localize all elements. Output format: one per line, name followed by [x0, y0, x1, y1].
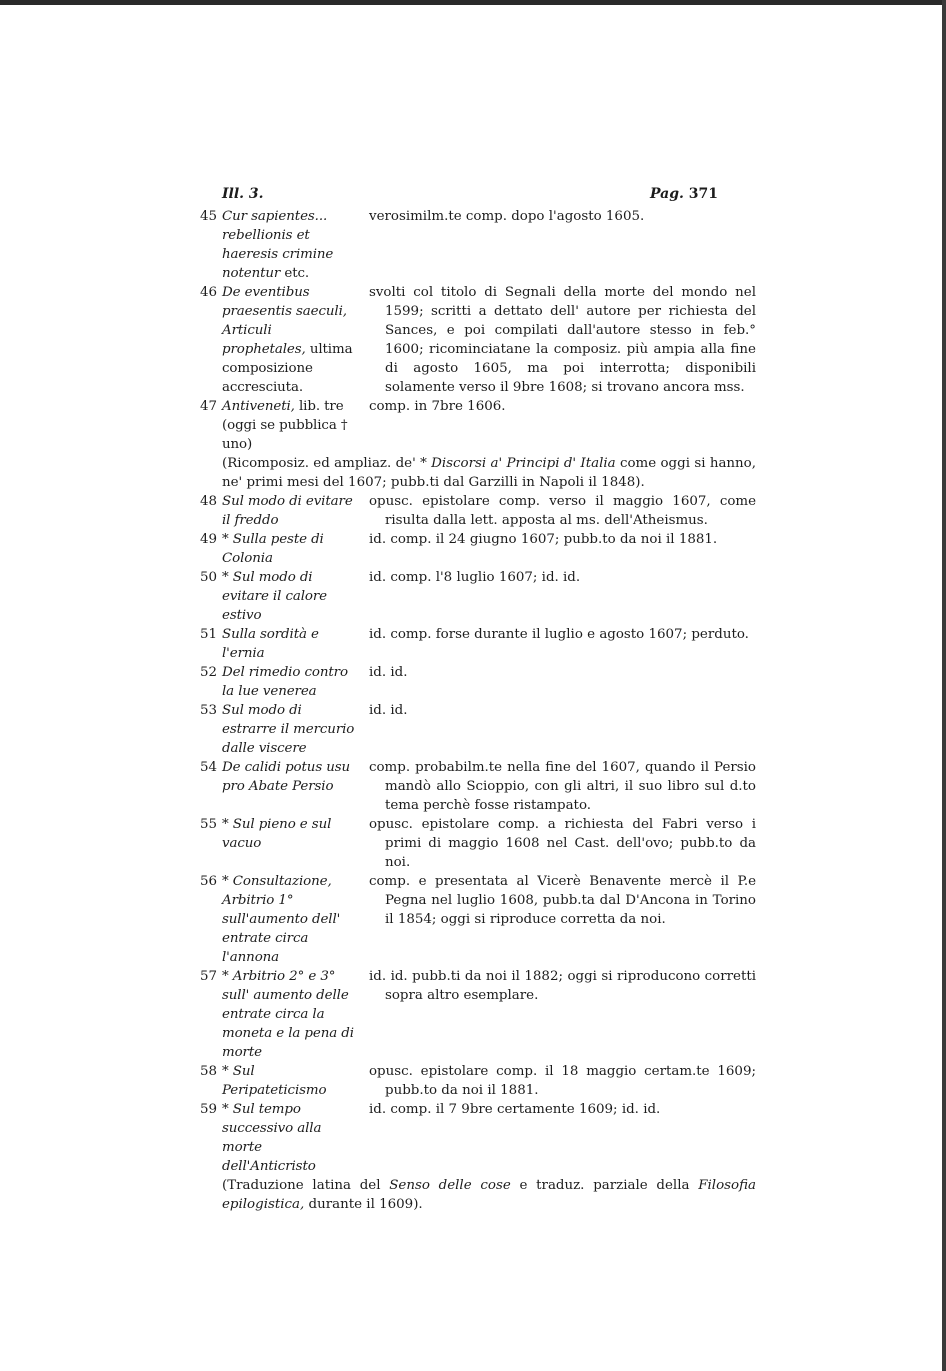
note-prefix: (Ricomposiz. ed ampliaz. de': [222, 456, 421, 471]
entry-title-tail: ultima composizione accresciuta.: [222, 342, 353, 395]
list-item: [200, 568, 756, 625]
entry-list: [200, 207, 756, 1214]
entry-title: [222, 1100, 357, 1176]
entry-title-text: * Arbitrio 2° e 3° sull' aumento delle entrate circa la moneta e la pena di morte: [222, 969, 354, 1060]
entry-title: [222, 701, 357, 758]
page-label: Pag.: [650, 186, 684, 202]
entry-description: comp. in 7bre 1606.: [369, 399, 506, 414]
note-suffix: durante il 1609).: [304, 1197, 423, 1212]
entry-number: 51: [200, 627, 218, 642]
entry-title-text: * Sul tempo successivo alla morte dell'Anticristo: [222, 1102, 322, 1174]
entry-title: [222, 397, 357, 454]
page-number: 371: [688, 186, 718, 202]
note-italic: * Discorsi a' Principi d' Italia: [420, 456, 616, 471]
entry-title-tail: lib. tre (oggi se pubblica † uno): [222, 399, 348, 452]
entry-number: 53: [200, 703, 218, 718]
list-item: [200, 625, 756, 663]
entry-title: [222, 625, 357, 663]
page-content: [200, 186, 756, 1214]
entry-description: id. comp. il 24 giugno 1607; pubb.to da noi il 1881.: [369, 532, 718, 547]
entry-title: [222, 568, 357, 625]
right-edge-rule: [942, 0, 946, 1371]
entry-title-tail: etc.: [280, 266, 310, 281]
entry-description: id. id.: [369, 665, 408, 680]
list-item: [200, 207, 756, 283]
entry-number: 50: [200, 570, 218, 585]
entry-description: id. id. pubb.ti da noi il 1882; oggi si riproducono corretti sopra altro esemplare.: [369, 969, 756, 1003]
entry-description: id. comp. l'8 luglio 1607; id. id.: [369, 570, 581, 585]
entry-description: opusc. epistolare comp. verso il maggio 1607, come risulta dalla lett. apposta al ms. dell'Atheismus.: [369, 494, 756, 528]
note-middle: e traduz. parziale della: [510, 1178, 699, 1193]
note-italic: Senso delle cose: [389, 1178, 511, 1193]
entry-description: verosimilm.te comp. dopo l'agosto 1605.: [369, 209, 645, 224]
entry-number: 56: [200, 874, 218, 889]
entry-title: [222, 1062, 357, 1100]
entry-description: id. comp. il 7 9bre certamente 1609; id. id.: [369, 1102, 661, 1117]
list-item: [200, 492, 756, 530]
entry-description: comp. probabilm.te nella fine del 1607, quando il Persio mandò allo Scioppio, con gli altri, il suo libro sul d.to tema perchè fosse ristampato.: [369, 760, 756, 813]
entry-title-text: Sul modo di evitare il freddo: [222, 494, 353, 528]
entry-number: 58: [200, 1064, 218, 1079]
entry-title: [222, 283, 357, 397]
entry-description: id. id.: [369, 703, 408, 718]
entry-title: [222, 207, 357, 283]
entry-description: id. comp. forse durante il luglio e agosto 1607; perduto.: [369, 627, 749, 642]
entry-title: [222, 663, 357, 701]
entry-title-text: * Sul pieno e sul vacuo: [222, 817, 332, 851]
entry-number: 48: [200, 494, 218, 509]
note-suffix: come oggi si hanno, ne' primi mesi del 1607; pubb.ti dal Garzilli in Napoli il 1848).: [222, 456, 757, 490]
entry-title-text: De calidi potus usu pro Abate Persio: [222, 760, 351, 794]
editorial-note: [200, 1176, 756, 1214]
entry-title-text: Sul modo di estrarre il mercurio dalle viscere: [222, 703, 355, 756]
entry-title: [222, 758, 357, 796]
entry-title: [222, 530, 357, 568]
list-item: [200, 758, 756, 815]
entry-title: [222, 967, 357, 1062]
editorial-note: [200, 454, 756, 492]
entry-description: svolti col titolo di Segnali della morte del mondo nel 1599; scritti a dettato dell' autore per richiesta del Sances, e poi compilati dall'autore stesso in feb.° 1600; ricominciatane la composiz. più ampia alla fine di agosto 1605, ma poi interrotta; disponibili solamente verso il 9bre 1608; si trovano ancora mss.: [369, 285, 756, 395]
entry-number: 49: [200, 532, 218, 547]
entry-title-text: Cur sapientes... rebellionis et haeresis crimine notentur: [222, 209, 334, 281]
entry-title: [222, 492, 357, 530]
entry-title-text: Sulla sordità e l'ernia: [222, 627, 319, 661]
top-edge-rule: [0, 0, 946, 5]
entry-title-text: * Sul Peripateticismo: [222, 1064, 327, 1098]
entry-title-text: Antiveneti,: [222, 399, 295, 414]
entry-number: 59: [200, 1102, 218, 1117]
entry-number: 47: [200, 399, 218, 414]
page-number-block: [650, 186, 718, 202]
entry-number: 54: [200, 760, 218, 775]
entry-title-text: * Sul modo di evitare il calore estivo: [222, 570, 327, 623]
entry-description: opusc. epistolare comp. a richiesta del Fabri verso i primi di maggio 1608 nel Cast. dell'ovo; pubb.to da noi.: [369, 817, 756, 870]
entry-title: [222, 872, 357, 967]
entry-title-text: * Sulla peste di Colonia: [222, 532, 324, 566]
entry-number: 46: [200, 285, 218, 300]
entry-description: comp. e presentata al Vicerè Benavente mercè il P.e Pegna nel luglio 1608, pubb.ta dal D'Ancona in Torino il 1854; oggi si riproduce corretta da noi.: [369, 874, 756, 927]
page-header: [200, 186, 756, 202]
entry-number: 57: [200, 969, 218, 984]
note-prefix: (Traduzione latina del: [222, 1178, 390, 1193]
entry-number: 55: [200, 817, 218, 832]
entry-title-text: * Consultazione, Arbitrio 1° sull'aumento dell' entrate circa l'annona: [222, 874, 341, 965]
list-item: [200, 815, 756, 872]
note-italic2: Filosofia epilogistica,: [222, 1178, 756, 1212]
entry-number: 52: [200, 665, 218, 680]
list-item: [200, 530, 756, 568]
entry-number: 45: [200, 209, 218, 224]
list-item: [200, 663, 756, 701]
list-item: [200, 967, 756, 1062]
entry-description: opusc. epistolare comp. il 18 maggio certam.te 1609; pubb.to da noi il 1881.: [369, 1064, 756, 1098]
list-item: [200, 872, 756, 967]
list-item: [200, 397, 756, 454]
list-item: [200, 1062, 756, 1100]
list-item: [200, 283, 756, 397]
list-item: [200, 1100, 756, 1176]
section-label: Ill. 3.: [222, 186, 264, 202]
entry-title-text: De eventibus praesentis saeculi, Articuli prophetales,: [222, 285, 347, 357]
entry-title: [222, 815, 357, 853]
list-item: [200, 701, 756, 758]
entry-title-text: Del rimedio contro la lue venerea: [222, 665, 348, 699]
